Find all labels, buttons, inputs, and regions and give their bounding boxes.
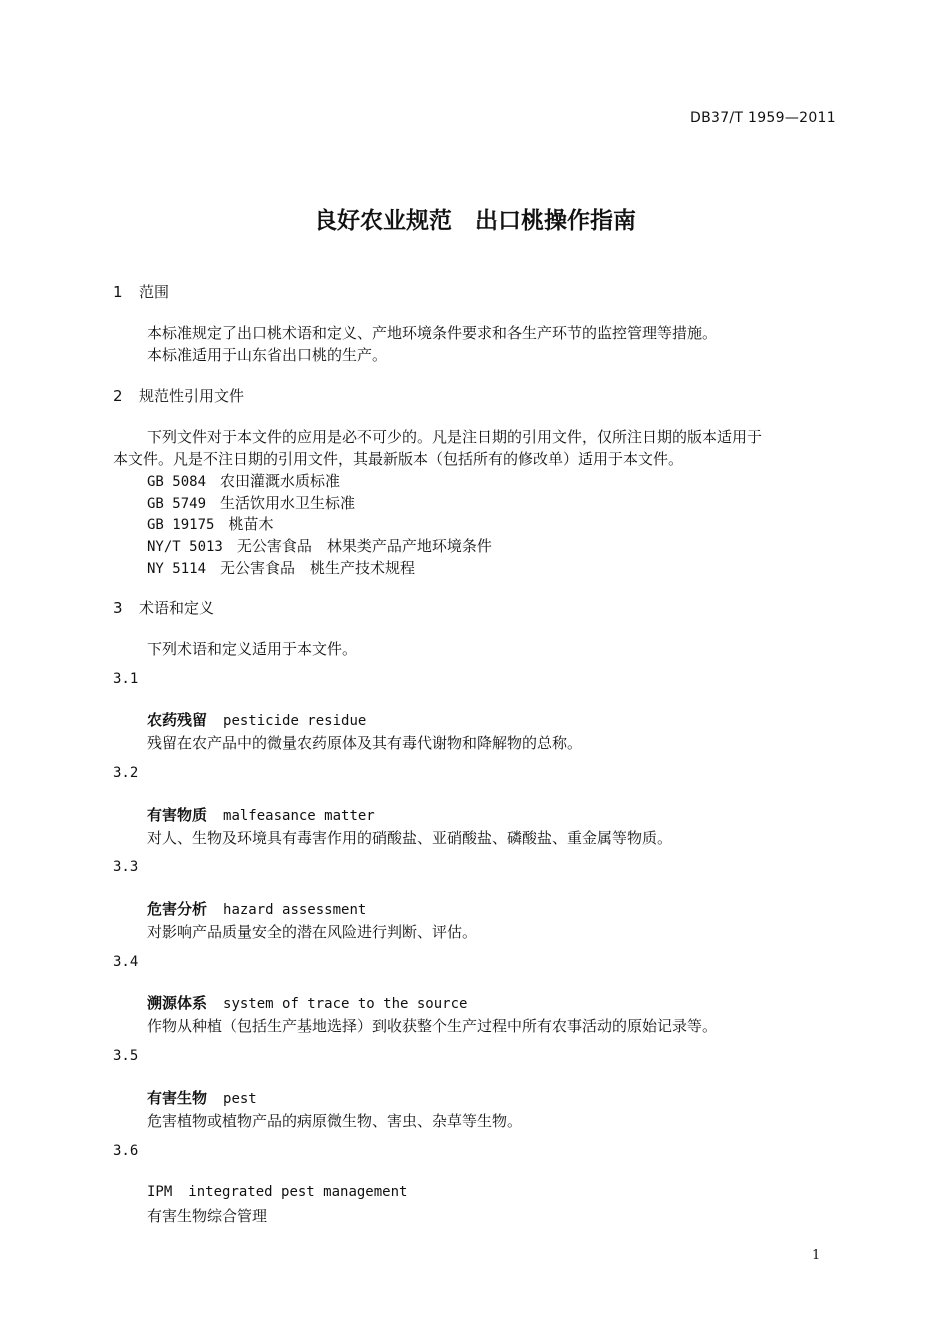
reference-code: GB 5084 — [147, 474, 207, 490]
term-chinese: 有害物质 — [147, 806, 208, 824]
paragraph: 本标准适用于山东省出口桃的生产。 — [147, 346, 388, 364]
section-number: 1 — [113, 283, 123, 301]
section-title: 规范性引用文件 — [139, 387, 245, 405]
reference-title: 桃苗木 — [228, 515, 274, 533]
term-definition: 有害生物综合管理 — [147, 1207, 268, 1225]
reference-title: 无公害食品 桃生产技术规程 — [220, 559, 416, 577]
reference-code: GB 5749 — [147, 496, 207, 512]
reference-item — [147, 513, 273, 534]
section-title: 范围 — [139, 283, 170, 301]
section-number: 3 — [113, 599, 123, 617]
term-definition: 危害植物或植物产品的病原微生物、害虫、杂草等生物。 — [147, 1112, 523, 1130]
reference-title: 无公害食品 林果类产品产地环境条件 — [236, 537, 492, 555]
term-definition: 对人、生物及环境具有毒害作用的硝酸盐、亚硝酸盐、磷酸盐、重金属等物质。 — [147, 829, 673, 847]
section-title: 术语和定义 — [139, 599, 215, 617]
term-entry — [147, 992, 467, 1013]
standard-code: DB37/T 1959—2011 — [690, 110, 836, 126]
reference-item — [147, 492, 355, 513]
term-entry — [147, 898, 366, 919]
clause-number: 3.3 — [113, 859, 139, 875]
reference-code: NY/T 5013 — [147, 539, 223, 555]
reference-code: GB 19175 — [147, 517, 215, 533]
term-chinese: 有害生物 — [147, 1089, 208, 1107]
reference-title: 生活饮用水卫生标准 — [220, 494, 356, 512]
term-english: system of trace to the source — [223, 996, 468, 1012]
clause-number: 3.4 — [113, 954, 139, 970]
section-number: 2 — [113, 387, 123, 405]
section-3-heading — [113, 597, 214, 618]
paragraph: 本文件。凡是不注日期的引用文件，其最新版本（包括所有的修改单）适用于本文件。 — [113, 450, 684, 468]
term-english: pest — [223, 1091, 257, 1107]
term-chinese: 溯源体系 — [147, 994, 208, 1012]
paragraph: 下列文件对于本文件的应用是必不可少的。凡是注日期的引用文件，仅所注日期的版本适用于 — [147, 428, 763, 446]
term-definition: 残留在农产品中的微量农药原体及其有毒代谢物和降解物的总称。 — [147, 734, 583, 752]
term-entry — [147, 1087, 257, 1108]
reference-code: NY 5114 — [147, 561, 207, 577]
term-entry — [147, 709, 366, 730]
term-definition: 对影响产品质量安全的潜在风险进行判断、评估。 — [147, 923, 478, 941]
reference-item — [147, 470, 340, 491]
reference-item — [147, 535, 492, 556]
section-1-heading — [113, 281, 169, 302]
term-entry — [147, 804, 375, 825]
paragraph: 下列术语和定义适用于本文件。 — [147, 640, 358, 658]
clause-number: 3.2 — [113, 765, 139, 781]
term-english: integrated pest management — [188, 1184, 408, 1200]
clause-number: 3.5 — [113, 1048, 139, 1064]
term-english: hazard assessment — [223, 902, 367, 918]
page-number: 1 — [812, 1248, 821, 1263]
reference-title: 农田灌溉水质标准 — [220, 472, 341, 490]
section-2-heading — [113, 385, 244, 406]
document-title: 良好农业规范 出口桃操作指南 — [314, 208, 636, 234]
clause-number: 3.6 — [113, 1143, 139, 1159]
clause-number: 3.1 — [113, 671, 139, 687]
term-english: pesticide residue — [223, 713, 367, 729]
term-entry — [147, 1182, 407, 1200]
paragraph: 本标准规定了出口桃术语和定义、产地环境条件要求和各生产环节的监控管理等措施。 — [147, 324, 718, 342]
term-chinese: 危害分析 — [147, 900, 208, 918]
term-chinese: 农药残留 — [147, 711, 208, 729]
term-english: malfeasance matter — [223, 808, 375, 824]
term-definition: 作物从种植（包括生产基地选择）到收获整个生产过程中所有农事活动的原始记录等。 — [147, 1017, 718, 1035]
term-abbreviation: IPM — [147, 1184, 173, 1200]
reference-item — [147, 557, 415, 578]
